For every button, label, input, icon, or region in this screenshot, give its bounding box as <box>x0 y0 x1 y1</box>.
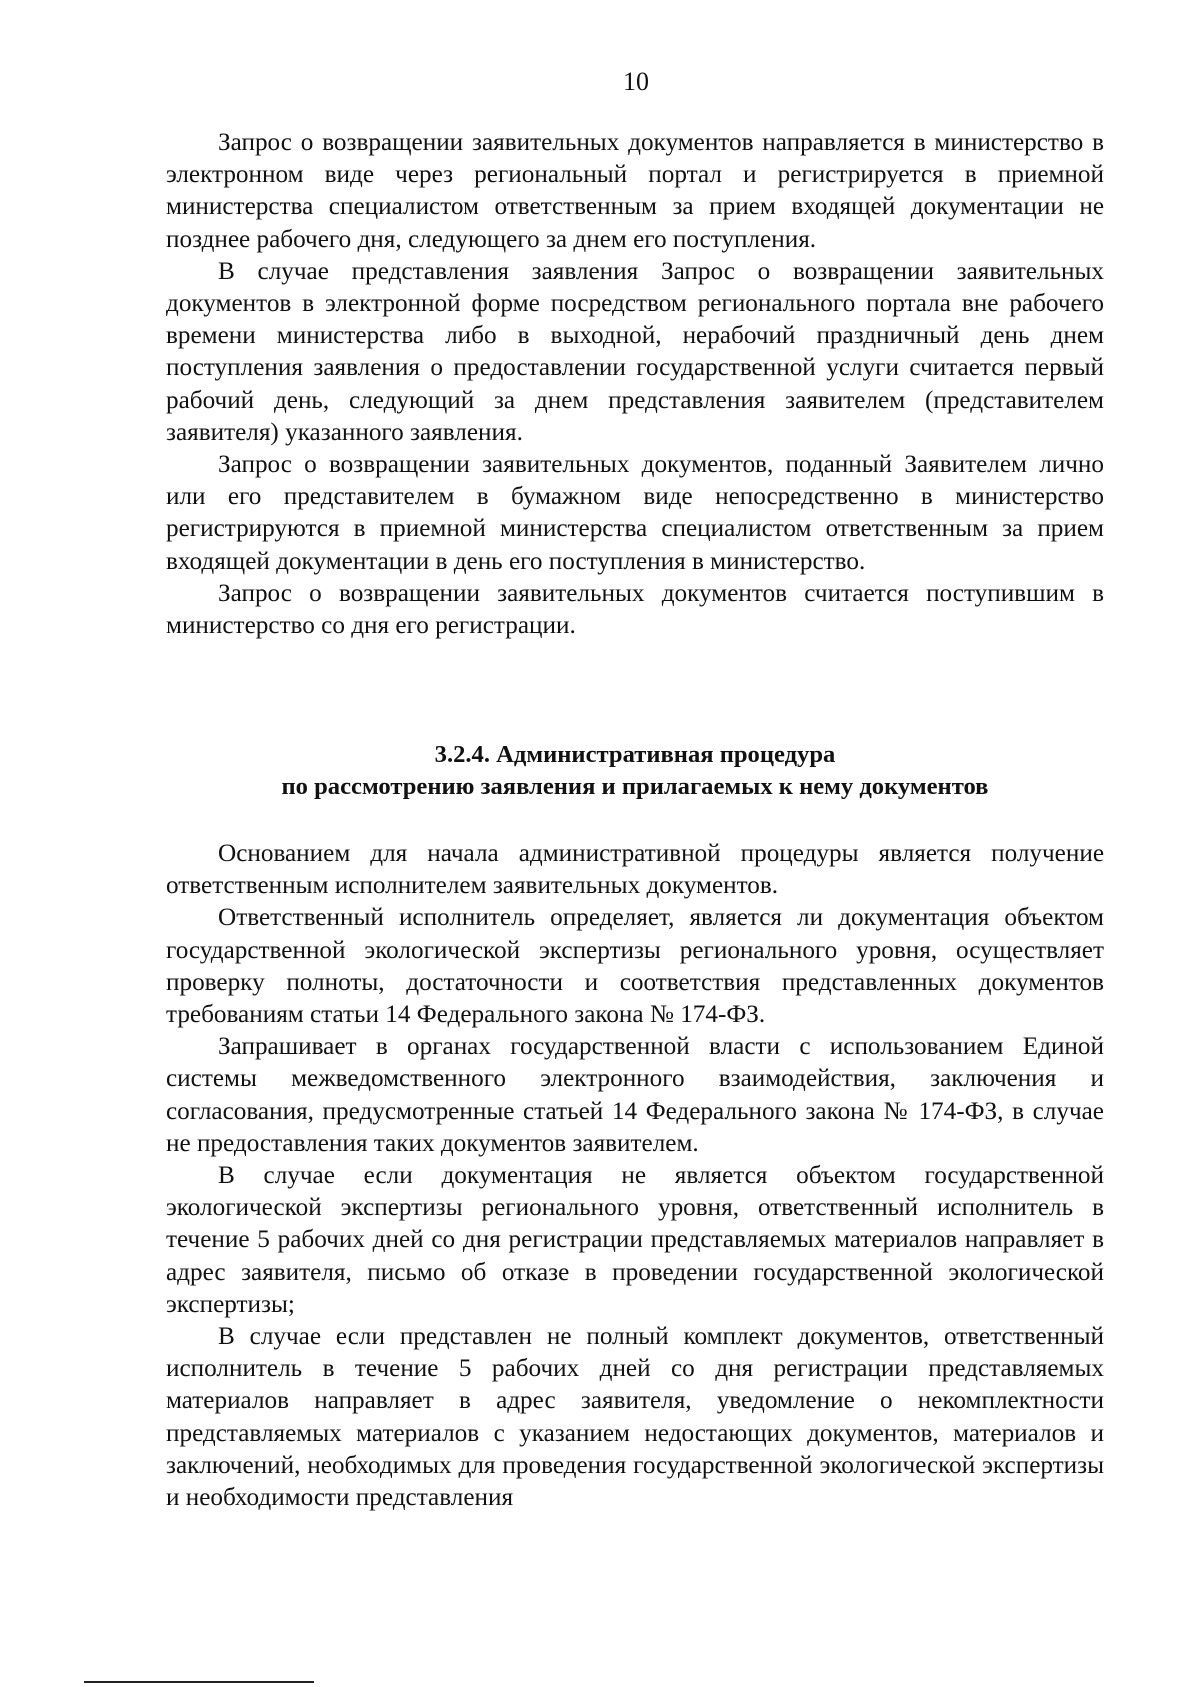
paragraph: В случае если документация не является объектом государственной экологической экспертизы регионального уровня, ответственный исполнитель в течение 5 рабочих дней со дня регистрации представляемых материалов направляет в адрес заявителя, письмо об отказе в проведении государственной экологической экспертизы; <box>166 1162 1104 1318</box>
section-heading-line: 3.2.4. Административная процедура <box>434 741 836 768</box>
paragraph: В случае если представлен не полный комплект документов, ответственный исполнитель в течение 5 рабочих дней со дня регистрации представляемых материалов направляет в адрес заявителя, уведомление о некомплектности представляемых материалов с указанием недостающих документов, материалов и заключений, необходимых для проведения государственной экологической экспертизы и необходимости представления <box>166 1323 1104 1512</box>
section-heading-line: по рассмотрению заявления и прилагаемых к нему документов <box>281 773 989 800</box>
footer-rule <box>84 1681 314 1683</box>
paragraph: В случае представления заявления Запрос о возвращении заявительных документов в электронной форме посредством регионального портала вне рабочего времени министерства либо в выходной, нерабочий праздничный день днем поступления заявления о предоставлении государственной услуги считается первый рабочий день, следующий за днем представления заявителем (представителем заявителя) указанного заявления. <box>166 257 1104 446</box>
body-text-after-heading <box>166 838 1104 1514</box>
paragraph: Запрос о возвращении заявительных документов, поданный Заявителем лично или его представителем в бумажном виде непосредственно в министерство регистрируются в приемной министерства специалистом ответственным за прием входящей документации в день его поступления в министерство. <box>166 451 1104 575</box>
paragraph: Запрашивает в органах государственной власти с использованием Единой системы межведомственного электронного взаимодействия, заключения и согласования, предусмотренные статьей 14 Федерального закона № 174-ФЗ, в случае не предоставления таких документов заявителем. <box>166 1033 1104 1157</box>
paragraph: Основанием для начала административной процедуры является получение ответственным исполнителем заявительных документов. <box>166 840 1104 900</box>
section-heading <box>166 739 1104 803</box>
page-number: 10 <box>623 67 649 96</box>
paragraph: Запрос о возвращении заявительных документов направляется в министерство в электронном виде через региональный портал и регистрируется в приемной министерства специалистом ответственным за прием входящей документации не позднее рабочего дня, следующего за днем его поступления. <box>166 129 1104 253</box>
paragraph: Ответственный исполнитель определяет, является ли документация объектом государственной экологической экспертизы регионального уровня, осуществляет проверку полноты, достаточности и соответствия представленных документов требованиям статьи 14 Федерального закона № 174-ФЗ. <box>166 904 1104 1029</box>
paragraph: Запрос о возвращении заявительных документов считается поступившим в министерство со дня его регистрации. <box>166 579 1104 640</box>
body-text-before-heading <box>166 127 1104 642</box>
